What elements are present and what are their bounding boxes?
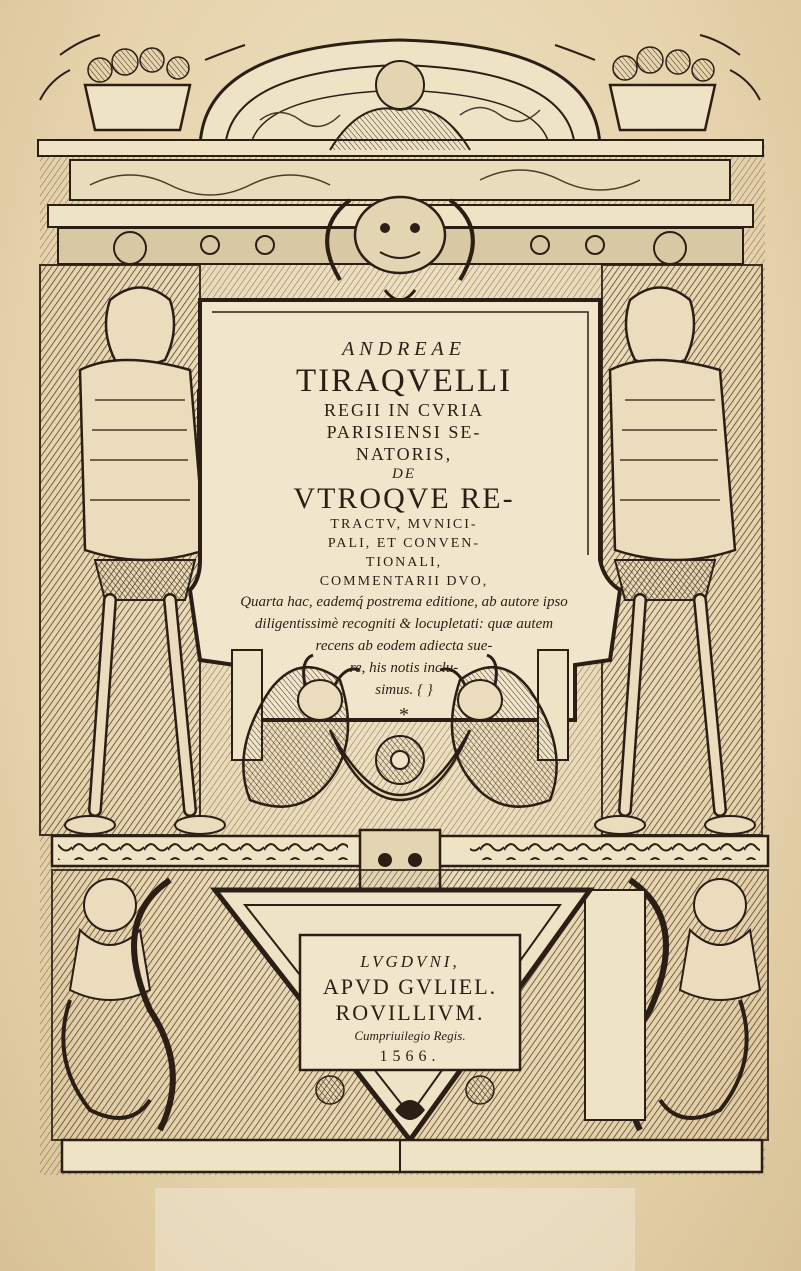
edition-line-2: diligentissimè recogniti & locupletati: quæ autem [254, 616, 554, 632]
imprint-publisher-2: ROVILLIVM. [335, 1000, 485, 1025]
subject-line-3: PALI, ET CONVEN- [327, 536, 481, 551]
imprint-block [300, 950, 520, 1068]
office-line-3: NATORIS, [355, 444, 453, 464]
subject-line-4: TIONALI, [365, 555, 443, 570]
office-line-1: REGII IN CVRIA [324, 400, 484, 420]
office-line-2: PARISIENSI SE- [326, 422, 482, 442]
author-surname: TIRAQVELLI [295, 363, 513, 399]
imprint-publisher-1: APVD GVLIEL. [322, 974, 498, 999]
author-forename: ANDREAE [342, 338, 466, 360]
subject-line-2: TRACTV, MVNICI- [330, 517, 478, 532]
edition-line-4: re, his notis inclu- [349, 660, 459, 676]
asterisk-mark: * [399, 704, 409, 726]
edition-line-3: recens ab eodem adiecta sue- [315, 638, 493, 654]
subject-line-1: VTROQVE RE- [293, 482, 515, 515]
edition-line-1: Quarta hac, eademq́ postrema editione, ab autore ipso [240, 594, 568, 610]
imprint-privilege: Cumpriuilegio Regis. [354, 1028, 466, 1043]
title-block [208, 338, 600, 725]
preposition-de: DE [392, 466, 416, 482]
imprint-year: 1566. [379, 1048, 441, 1065]
edition-line-5: simus. { } [375, 682, 433, 698]
imprint-city: LVGDVNI, [360, 952, 460, 971]
subject-line-5: COMMENTARII DVO, [319, 574, 489, 589]
